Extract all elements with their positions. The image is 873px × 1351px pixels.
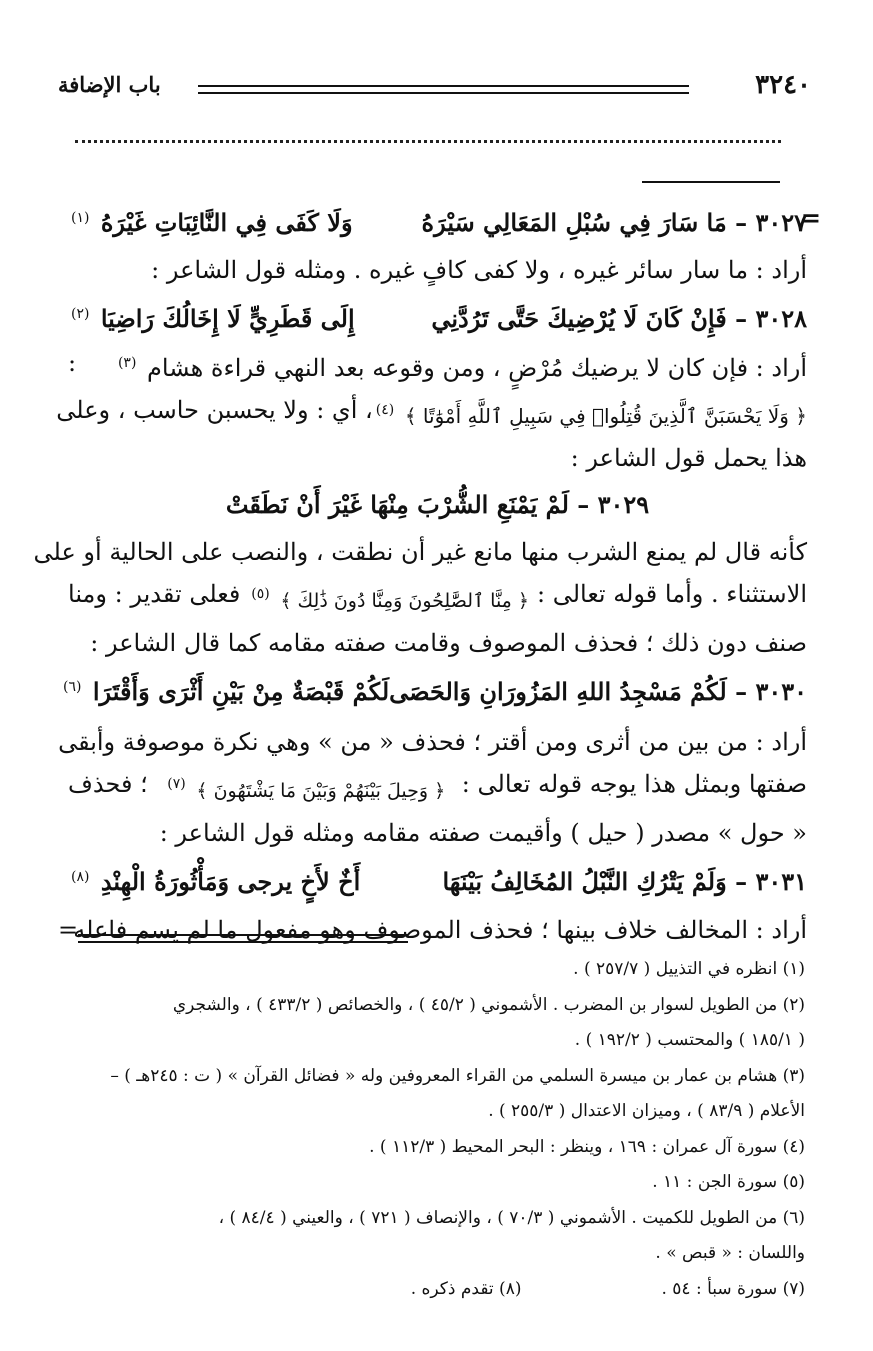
verse-hemistich: فَإِنْ كَانَ لَا يُرْضِيكَ حَتَّى تَرُدَّنِي — [431, 304, 727, 333]
footnote-ref: (٨) — [71, 869, 90, 885]
quran-quote: ﴿ وَلَا يَحْسَبَنَّ ٱلَّذِينَ قُتِلُوا۟ فِي سَبِيلِ ٱللَّهِ أَمْوَٰتًا ﴾ — [404, 404, 807, 428]
continuation-mark: = — [800, 203, 821, 232]
text-line: هذا يحمل قول الشاعر : — [570, 444, 807, 472]
footnote: (٧) سورة سبأ : ٥٤ . — [661, 1278, 805, 1299]
page-header — [58, 70, 811, 106]
main-text — [33, 192, 821, 951]
footnote: (٤) سورة آل عمران : ١٦٩ ، وينظر : البحر المحيط ( ١١٢/٣ ) . — [369, 1136, 805, 1157]
quran-quote: ﴿ مِنَّا ٱلصَّٰلِحُونَ وَمِنَّا دُونَ ذَٰلِكَ ﴾ — [280, 590, 530, 612]
footnote: (٢) من الطويل لسوار بن المضرب . الأشموني ( ٤٥/٢ ) ، والخصائص ( ٤٣٣/٢ ) ، والشجري — [172, 994, 805, 1015]
verse-3029 — [68, 479, 807, 531]
continuation-mark: = — [58, 916, 79, 944]
footnotes — [70, 952, 805, 1307]
verse-3030 — [63, 664, 807, 715]
text-line: صنف دون ذلك ؛ فحذف الموصوف وقامت صفته مقامه كما قال الشاعر : — [90, 629, 807, 657]
footnote: (٨) تقدم ذكره . — [410, 1278, 522, 1299]
verse-hemistich: لَمْ يَمْنَعِ الشُّرْبَ مِنْهَا غَيْرَ أَنْ نَطَقَتْ — [225, 490, 569, 519]
verse-hemistich: أَخٌ لأَخٍ يرجى وَمَأْثُورَةُ الْهِنْدِ — [100, 867, 361, 896]
header-rule — [198, 85, 689, 94]
footnote-ref: (٦) — [63, 679, 82, 695]
section-title: باب الإضافة — [58, 72, 161, 97]
footnote-ref: (١) — [71, 210, 90, 226]
footnote-ref: (٥) — [251, 586, 270, 602]
verse-number: ٣٠٣١ – — [735, 867, 807, 896]
dotted-divider — [75, 140, 781, 147]
footnote-row — [70, 1272, 805, 1308]
footnote: (٦) من الطويل للكميت . الأشموني ( ٧٠/٣ ) ، والإنصاف ( ٧٢١ ) ، والعيني ( ٨٤/٤ ) ، — [218, 1207, 805, 1228]
verse-hemistich: لَكُمْ مَسْجِدُ اللهِ المَزُورَانِ وَالحَصَى — [389, 677, 727, 706]
footnote: (١) انظره في التذييل ( ٢٥٧/٧ ) . — [573, 959, 805, 979]
text-line: أراد : من بين من أثرى ومن أقتر ؛ فحذف « من » وهي نكرة موصوفة وأبقى — [58, 728, 807, 756]
text-line: أراد : فإن كان لا يرضيك مُرْضٍ ، ومن وقوعه بعد النهي قراءة هشام $^{(٣)}$ : — [68, 349, 807, 382]
text-line: أراد : المخالف خلاف بينها ؛ فحذف الموصوف وهو مفعول ما لم يسم فاعله = — [68, 909, 807, 951]
verse-number: ٣٠٣٠ – — [735, 677, 807, 706]
footnote: ( ١٨٥/١ ) والمحتسب ( ١٩٢/٢ ) . — [574, 1030, 805, 1050]
footnote: الأعلام ( ٨٣/٩ ) ، وميزان الاعتدال ( ٢٥٥/٣ ) . — [488, 1101, 805, 1121]
footnote-rule — [78, 934, 408, 943]
verse-hemistich: وَلَمْ يَتْرُكِ النَّبْلُ المُخَالِفُ بَيْنَهَا — [442, 867, 727, 896]
verse-3028 — [68, 291, 807, 342]
footnote-ref: (٤) — [375, 402, 395, 418]
text-line: « حول » مصدر ( حيل ) وأقيمت صفته مقامه ومثله قول الشاعر : — [159, 819, 807, 847]
verse-number: ٣٠٢٧ – — [735, 208, 807, 237]
verse-3031 — [68, 854, 807, 905]
text-line: الاستثناء . وأما قوله تعالى : ﴿ مِنَّا ٱلصَّٰلِحُونَ وَمِنَّا دُونَ ذَٰلِكَ ﴾ $^{(٥)}$ فعلى تقدير : ومنا — [68, 580, 807, 612]
text-line: كأنه قال لم يمنع الشرب منها مانع غير أن نطقت ، والنصب على الحالية أو على — [33, 538, 807, 566]
footnote-ref: (٣) — [117, 355, 137, 371]
footnote-ref: (٧) — [167, 776, 186, 792]
text-line: ﴿ وَلَا يَحْسَبَنَّ ٱلَّذِينَ قُتِلُوا۟ فِي سَبِيلِ ٱللَّهِ أَمْوَٰتًا ﴾ $^{(٤)}$ ، أي : ولا يحسبن حاسب ، وعلى — [56, 396, 807, 428]
footnote-ref: (٢) — [71, 306, 90, 322]
continuation-rule — [642, 181, 780, 183]
verse-hemistich: إِلَى قَطَرِيٍّ لَا إِخَالُكَ رَاضِيَا — [100, 304, 355, 333]
text-line: أراد : ما سار سائر غيره ، ولا كفى كافٍ غيره . ومثله قول الشاعر : — [151, 256, 807, 284]
verse-3027 — [68, 192, 821, 249]
verse-number: ٣٠٢٨ – — [735, 304, 807, 333]
verse-number: ٣٠٢٩ – — [577, 490, 650, 519]
verse-hemistich: وَلَا كَفَى فِي النَّائِبَاتِ غَيْرَهُ — [100, 208, 353, 237]
footnote: (٥) سورة الجن : ١١ . — [652, 1172, 805, 1192]
footnote: (٣) هشام بن عمار بن ميسرة السلمي من القراء المعروفين وله « فضائل القرآن » ( ت : ٢٤٥هـ ) – — [110, 1065, 805, 1086]
footnote: واللسان : « قبص » . — [655, 1243, 805, 1263]
page-number: ٣٢٤٠ — [755, 70, 811, 100]
verse-hemistich: مَا سَارَ فِي سُبْلِ المَعَالِي سَيْرَهُ — [421, 208, 727, 237]
quran-quote: ﴿ وَحِيلَ بَيْنَهُمْ وَبَيْنَ مَا يَشْتَهُونَ ﴾ — [196, 780, 446, 802]
verse-hemistich: لَكُمْ قَبْصَةٌ مِنْ بَيْنِ أَثْرَى وَأَقْتَرَا — [92, 677, 390, 706]
text-line: صفتها وبمثل هذا يوجه قوله تعالى : ﴿ وَحِيلَ بَيْنَهُمْ وَبَيْنَ مَا يَشْتَهُونَ ﴾ $^{(٧)}$ ؛ فحذف — [68, 770, 807, 802]
